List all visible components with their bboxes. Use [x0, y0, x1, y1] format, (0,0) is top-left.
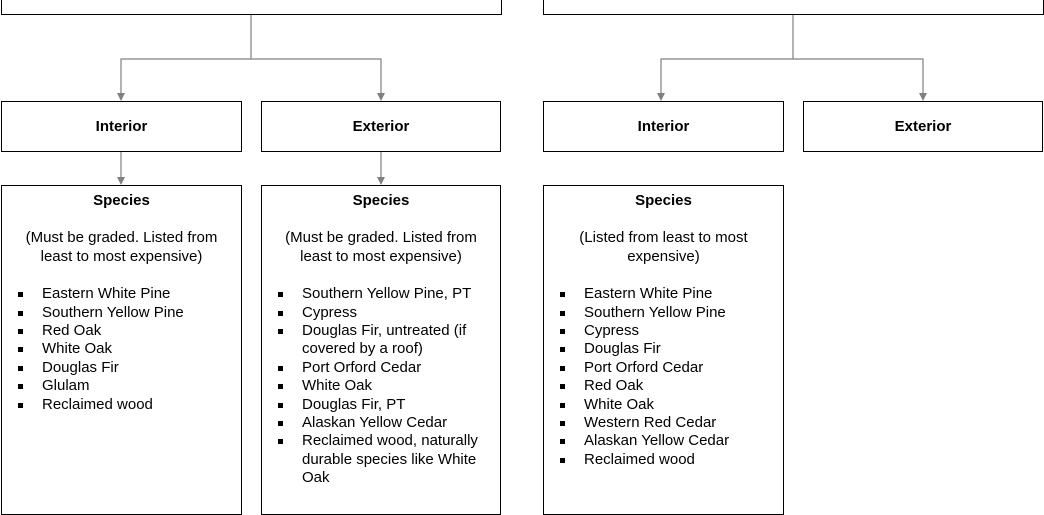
right-interior-species-box: [543, 185, 784, 515]
left-interior-species-box: [1, 185, 242, 515]
species-list: [544, 285, 783, 469]
species-list-item: Reclaimed wood, naturally durable species like White Oak: [262, 432, 500, 487]
species-list-item: Reclaimed wood: [544, 451, 783, 469]
species-list-item: White Oak: [2, 340, 241, 358]
right-interior-label: Interior: [637, 118, 690, 135]
right-interior-box: [543, 101, 784, 152]
species-list-item: Douglas Fir: [544, 340, 783, 358]
connector-left-to-interior: [121, 59, 251, 100]
species-list-item: Southern Yellow Pine: [2, 304, 241, 322]
species-list-item: Eastern White Pine: [2, 285, 241, 303]
connector-left-to-exterior: [251, 59, 381, 100]
left-interior-label: Interior: [95, 118, 148, 135]
species-note: (Listed from least to most expensive): [579, 229, 748, 265]
top-right-parent-box: [543, 0, 1044, 15]
species-list-item: Eastern White Pine: [544, 285, 783, 303]
species-list-item: White Oak: [262, 377, 500, 395]
species-list-item: Douglas Fir: [2, 359, 241, 377]
species-note: (Must be graded. Listed from least to most expensive): [285, 229, 477, 265]
species-list-item: Alaskan Yellow Cedar: [544, 432, 783, 450]
species-title: Species: [93, 192, 150, 209]
species-list-item: Alaskan Yellow Cedar: [262, 414, 500, 432]
species-list: [262, 285, 500, 487]
species-title: Species: [635, 192, 692, 209]
species-list-item: Reclaimed wood: [2, 396, 241, 414]
right-exterior-label: Exterior: [894, 118, 952, 135]
top-left-parent-box: [1, 0, 502, 15]
left-exterior-label: Exterior: [352, 118, 410, 135]
species-list-item: Glulam: [2, 377, 241, 395]
species-title: Species: [352, 192, 410, 209]
species-list-item: Southern Yellow Pine, PT: [262, 285, 500, 303]
left-exterior-box: [261, 101, 501, 152]
species-list-item: Douglas Fir, untreated (if covered by a roof): [262, 322, 500, 359]
species-list-item: Cypress: [544, 322, 783, 340]
species-list-item: Port Orford Cedar: [544, 359, 783, 377]
species-note: (Must be graded. Listed from least to most expensive): [25, 229, 218, 265]
species-list-item: Port Orford Cedar: [262, 359, 500, 377]
species-list-item: Red Oak: [544, 377, 783, 395]
species-list-item: White Oak: [544, 396, 783, 414]
connector-right-to-exterior: [793, 59, 923, 100]
left-exterior-species-box: [261, 185, 501, 515]
species-list-item: Cypress: [262, 304, 500, 322]
connector-right-to-interior: [661, 59, 793, 100]
species-list-item: Red Oak: [2, 322, 241, 340]
left-interior-box: [1, 101, 242, 152]
species-list-item: Western Red Cedar: [544, 414, 783, 432]
right-exterior-box: [803, 101, 1043, 152]
species-list-item: Southern Yellow Pine: [544, 304, 783, 322]
species-list: [2, 285, 241, 414]
species-list-item: Douglas Fir, PT: [262, 396, 500, 414]
